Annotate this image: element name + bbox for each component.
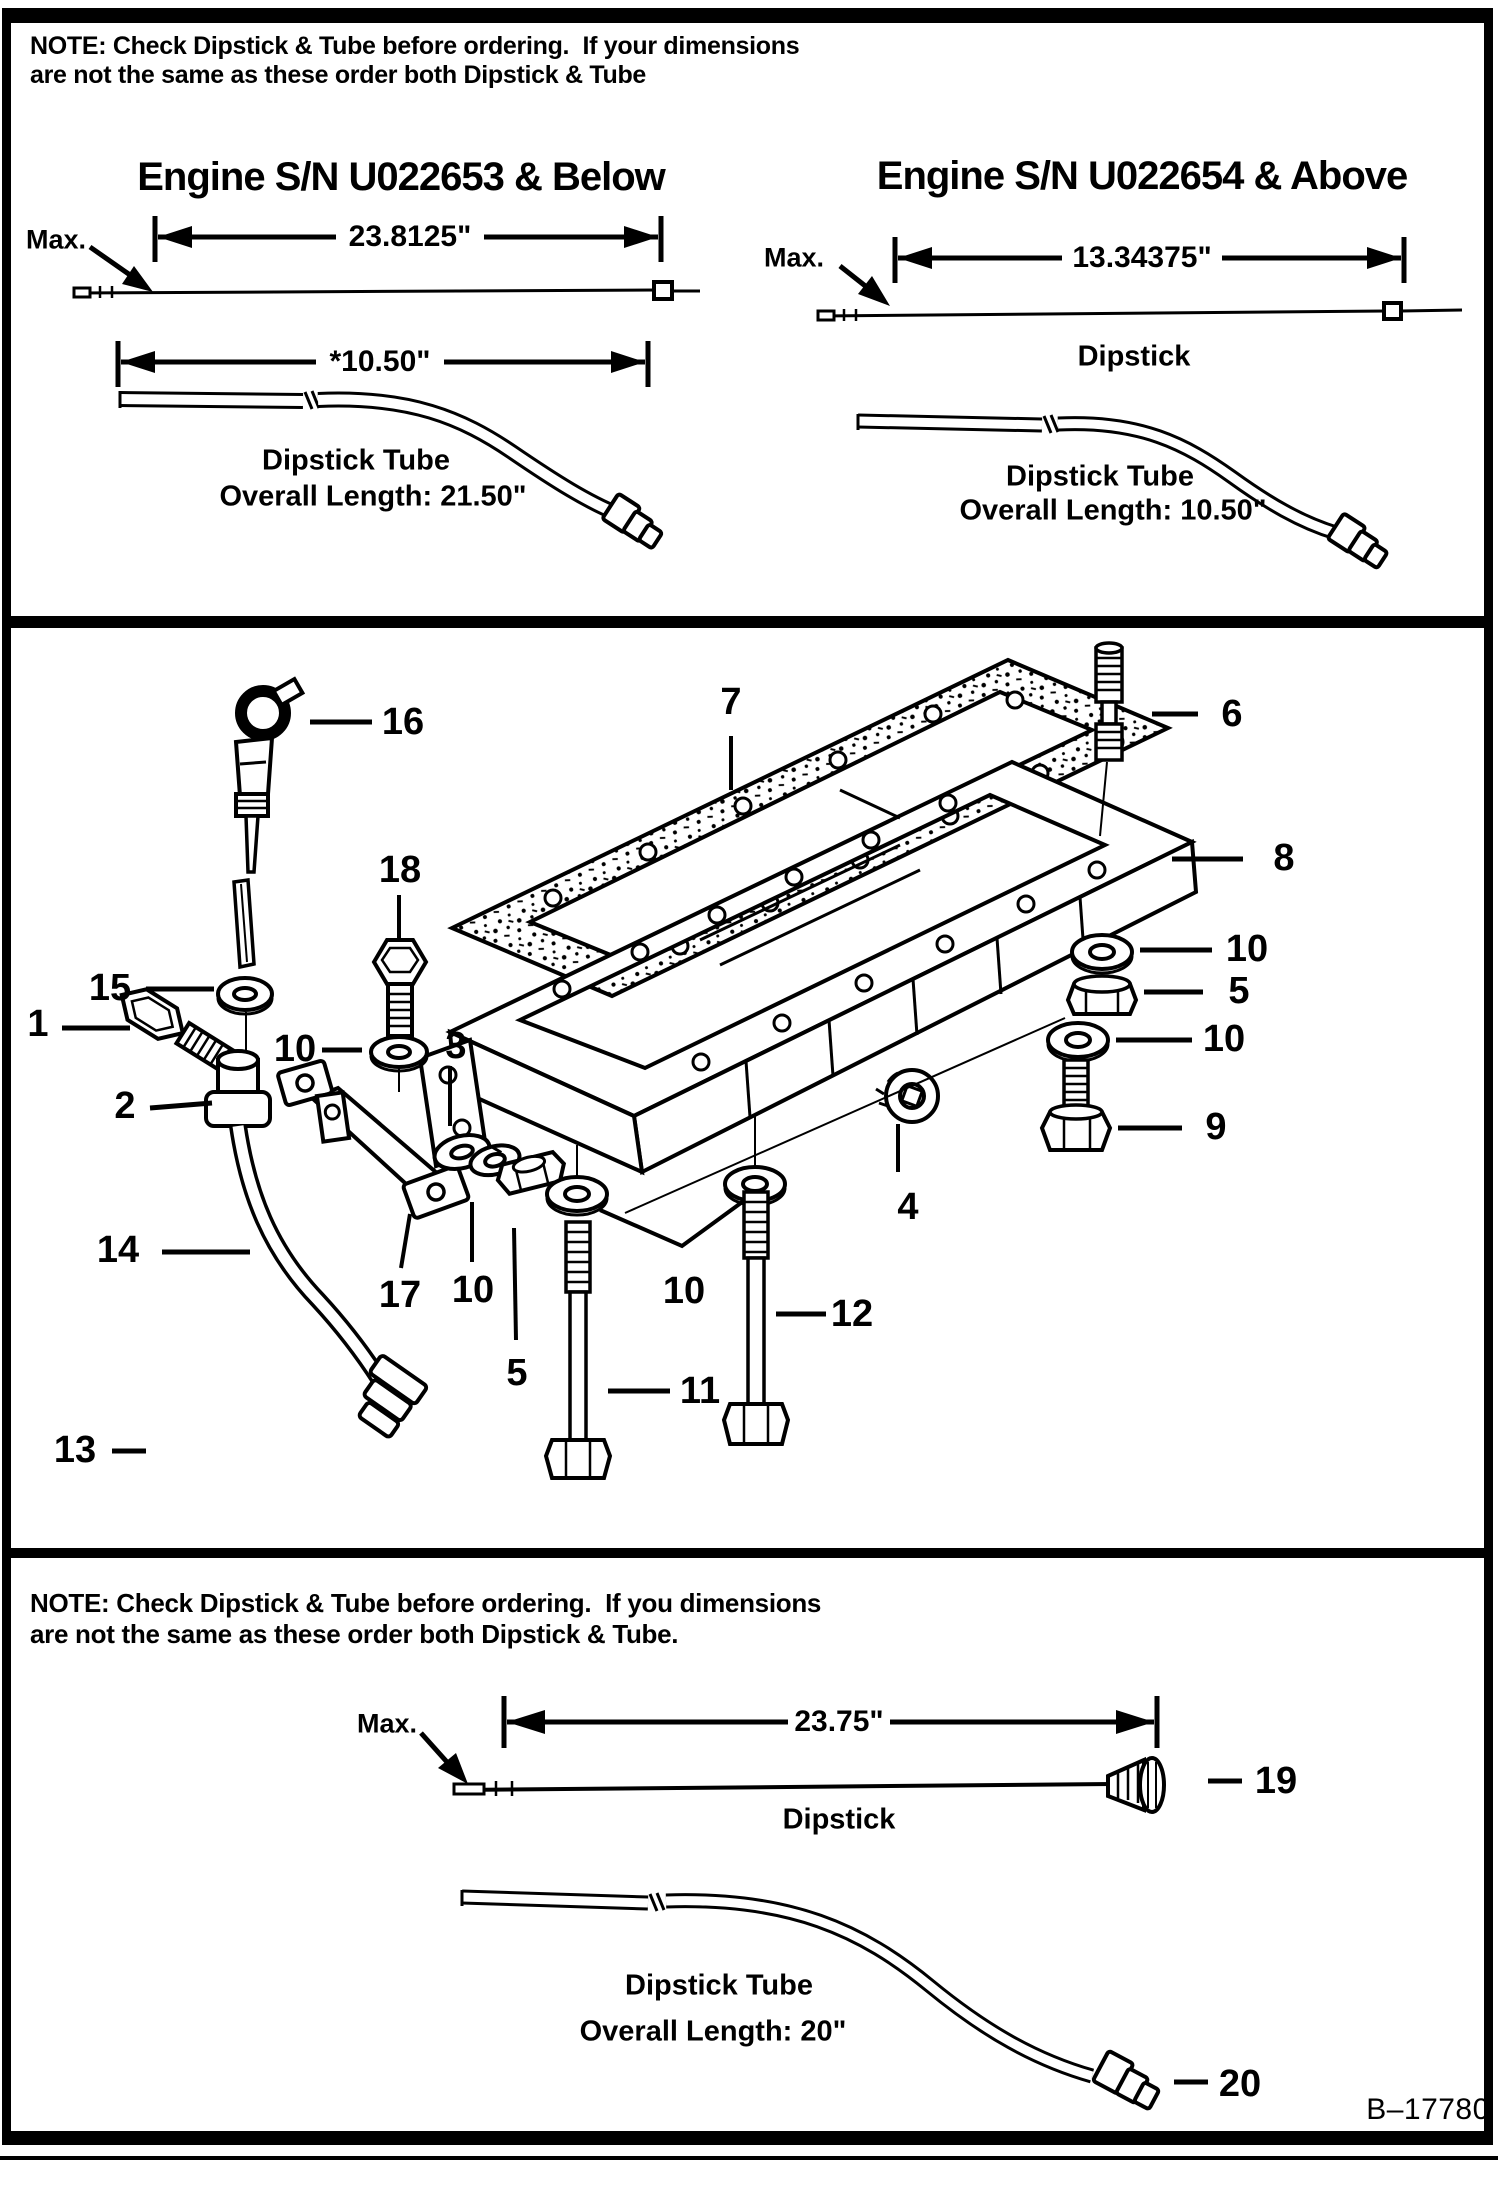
bolt-9 [1042, 1060, 1110, 1150]
washer-10-center-left [547, 1177, 607, 1215]
bottom-max-label: Max. [356, 1708, 418, 1739]
bottom-dipstick-caption: Dipstick [782, 1803, 896, 1836]
top-note-line1: NOTE: Check Dipstick & Tube before ordering. If your dimensions [30, 32, 800, 60]
callout-4: 4 [897, 1186, 919, 1228]
washer-10-right-lower [1048, 1023, 1108, 1061]
top-left-dipstick [74, 282, 700, 299]
bottom-note-line1: NOTE: Check Dipstick & Tube before ordering. If you dimensions [30, 1588, 822, 1618]
callout-8: 8 [1273, 837, 1295, 879]
callout-15: 15 [88, 967, 132, 1009]
bottom-tube-caption-2: Overall Length: 20" [579, 2015, 847, 2048]
bottom-tube-caption-1: Dipstick Tube [625, 1969, 813, 2002]
top-note-line2: are not the same as these order both Dipstick & Tube [30, 61, 647, 89]
callout-11: 11 [679, 1370, 721, 1412]
bolt-11 [546, 1222, 610, 1478]
callout-9: 9 [1205, 1106, 1227, 1148]
bottom-note-line2: are not the same as these order both Dipstick & Tube. [30, 1619, 679, 1649]
right-tube-caption-1: Dipstick Tube [1006, 460, 1194, 493]
right-dipstick-dimension: 13.34375" [1072, 241, 1212, 274]
right-max-label: Max. [763, 242, 825, 273]
callout-1: 1 [27, 1003, 49, 1045]
callout-13: 13 [53, 1429, 97, 1471]
callout-6: 6 [1221, 693, 1243, 735]
figure-number: B–17780 [1366, 2093, 1490, 2126]
callout-18: 18 [378, 849, 422, 891]
washer-10-right-upper [1072, 935, 1132, 973]
callout-20: 20 [1218, 2063, 1262, 2105]
callout-16: 16 [381, 701, 425, 743]
bolt-18 [374, 940, 426, 1036]
callout-10d: 10 [451, 1269, 495, 1311]
right-tube-caption-2: Overall Length: 10.50" [959, 494, 1267, 527]
callout-5a: 5 [1228, 970, 1250, 1012]
callout-7: 7 [720, 681, 742, 723]
callout-19: 19 [1254, 1760, 1298, 1802]
callout-3: 3 [445, 1025, 467, 1067]
right-dipstick-caption: Dipstick [1077, 340, 1191, 373]
top-right-dipstick [818, 303, 1462, 321]
engine-dipstick [234, 679, 302, 967]
callout-12: 12 [830, 1293, 874, 1335]
callout-17: 17 [378, 1274, 422, 1316]
left-tube-caption-2: Overall Length: 21.50" [219, 480, 527, 513]
bottom-dimension [421, 1696, 1157, 1784]
left-engine-title: Engine S/N U022653 & Below [137, 155, 665, 199]
callout-10b: 10 [1225, 928, 1269, 970]
left-tube-dimension: *10.50" [329, 345, 431, 378]
callout-2: 2 [114, 1085, 136, 1127]
left-dipstick-dimension: 23.8125" [348, 220, 472, 253]
callout-14: 14 [96, 1229, 140, 1271]
stud-6 [1096, 643, 1122, 760]
washer-10-left [371, 1037, 427, 1071]
washer-15 [218, 978, 272, 1014]
right-engine-title: Engine S/N U022654 & Above [876, 154, 1408, 198]
left-tube-caption-1: Dipstick Tube [262, 444, 450, 477]
left-max-label: Max. [25, 224, 87, 255]
callout-5b: 5 [506, 1352, 528, 1394]
callout-10a: 10 [273, 1028, 317, 1070]
bolt-12 [724, 1192, 788, 1444]
callout-10e: 10 [662, 1270, 706, 1312]
nut-5-right [1068, 976, 1136, 1014]
bottom-dipstick-dimension: 23.75" [794, 1705, 884, 1738]
callout-10c: 10 [1202, 1018, 1246, 1060]
